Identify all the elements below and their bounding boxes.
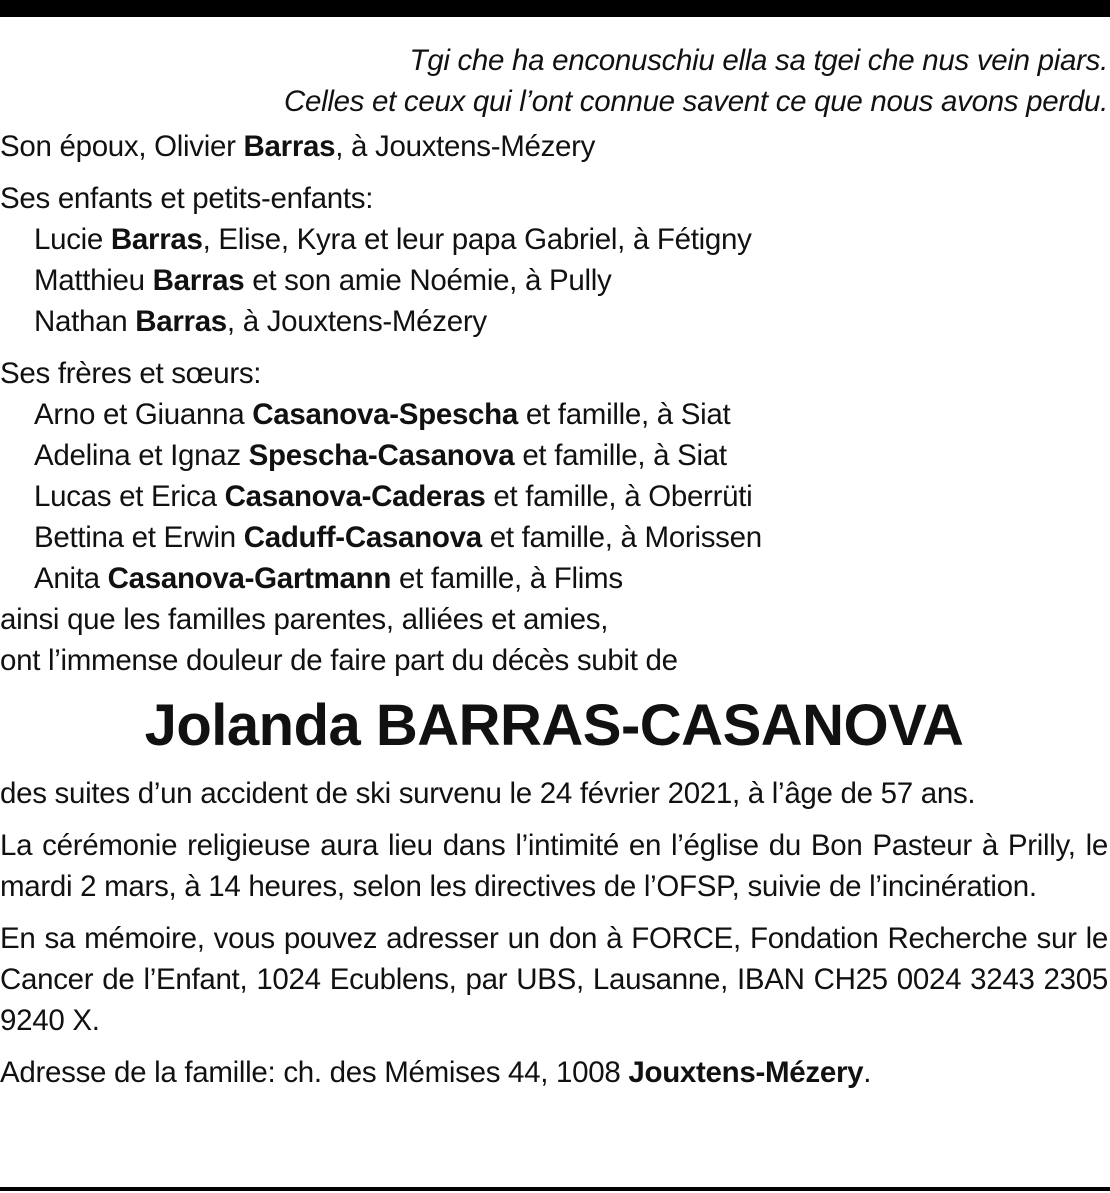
epigraph-line-romansh: Tgi che ha enconuschiu ella sa tgei che nus vein piars.: [409, 44, 1108, 77]
child-line: Lucie Barras, Elise, Kyra et leur papa Gabriel, à Fétigny: [34, 223, 752, 256]
family-address: Adresse de la famille: ch. des Mémises 44, 1008 Jouxtens-Mézery.: [0, 1056, 872, 1089]
children-heading: Ses enfants et petits-enfants:: [0, 182, 374, 215]
obituary-notice: [0, 40, 1108, 1104]
sibling-line: Adelina et Ignaz Spescha-Casanova et famille, à Siat: [34, 439, 727, 472]
sibling-line: Lucas et Erica Casanova-Caderas et famille, à Oberrüti: [34, 480, 753, 513]
epigraph-line-french: Celles et ceux qui l’ont connue savent ce que nous avons perdu.: [283, 85, 1108, 118]
siblings-heading: Ses frères et sœurs:: [0, 357, 262, 390]
spouse-surname: Barras: [243, 130, 336, 163]
spouse-line: Son époux, Olivier Barras, à Jouxtens-Mézery: [0, 130, 596, 163]
children-section: [0, 178, 1108, 342]
address-city: Jouxtens-Mézery: [628, 1056, 864, 1089]
ceremony-text: La cérémonie religieuse aura lieu dans l’intimité en l’église du Bon Pasteur à Prilly, le mardi 2 mars, à 14 heures, selon les directives de l’OFSP, suivie de l’incinération.: [0, 829, 1108, 903]
child-line: Nathan Barras, à Jouxtens-Mézery: [34, 305, 487, 338]
announcement-line: ont l’immense douleur de faire part du décès subit de: [0, 644, 678, 677]
deceased-name: Jolanda BARRAS-CASANOVA: [144, 693, 964, 758]
sibling-line: Arno et Giuanna Casanova-Spescha et famille, à Siat: [34, 398, 731, 431]
circumstances-text: des suites d’un accident de ski survenu le 24 février 2021, à l’âge de 57 ans.: [0, 777, 976, 810]
epigraph: [0, 40, 1108, 122]
top-rule: [0, 0, 1110, 17]
sibling-line: Bettina et Erwin Caduff-Casanova et famille, à Morissen: [34, 521, 762, 554]
donation-text: En sa mémoire, vous pouvez adresser un don à FORCE, Fondation Recherche sur le Cancer de l’Enfant, 1024 Ecublens, par UBS, Lausanne, IBAN CH25 0024 3243 2305 9240 X.: [0, 922, 1108, 1037]
bottom-rule: [0, 1187, 1110, 1191]
siblings-section: [0, 353, 1108, 681]
sibling-line: Anita Casanova-Gartmann et famille, à Flims: [34, 562, 623, 595]
child-line: Matthieu Barras et son amie Noémie, à Pully: [34, 264, 612, 297]
families-line: ainsi que les familles parentes, alliées et amies,: [0, 603, 609, 636]
